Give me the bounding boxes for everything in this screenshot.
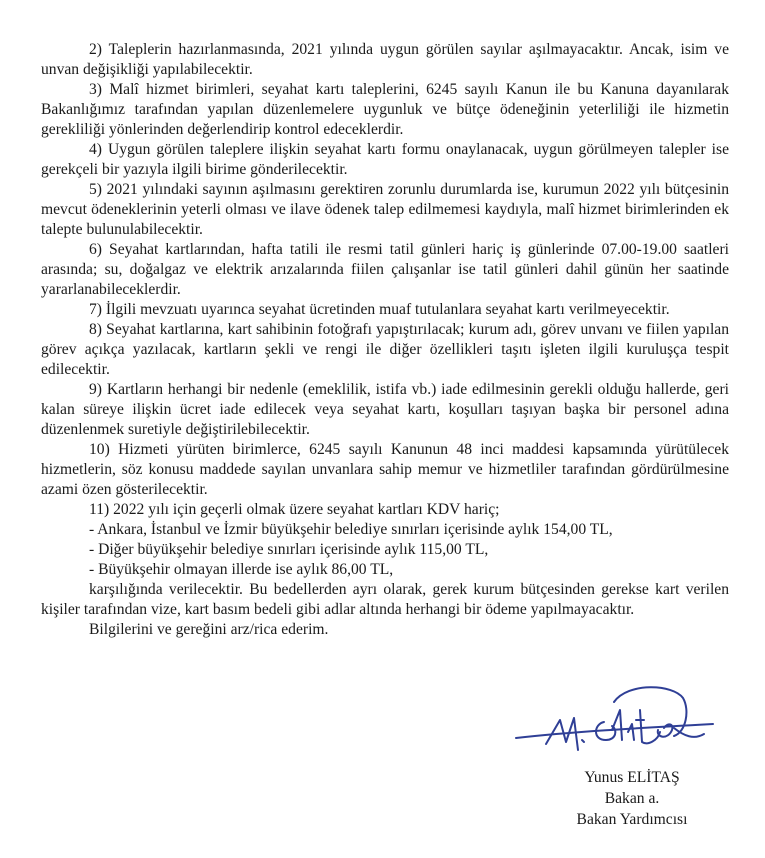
paragraph-6: 6) Seyahat kartlarından, hafta tatili ile resmi tatil günleri hariç iş günlerinde 07.00-19.00 saatleri arasında; su, doğalgaz ve elektrik arızalarında fiilen çalışanlar ise tatil günleri dahil günün her saatinde yararlanabileceklerdir. [41,241,729,298]
paragraph-2: 2) Taleplerin hazırlanmasında, 2021 yılında uygun görülen sayılar aşılmayacaktır. Ancak, isim ve unvan değişikliği yapılabilecektir. [41,41,729,78]
paragraph-3: 3) Malî hizmet birimleri, seyahat kartı taleplerini, 6245 sayılı Kanun ile bu Kanuna dayanılarak Bakanlığımız tarafından yapılan düzenlemelere uygunluk ve bütçe ödeneğinin yeterliliği ile hizmetin gerekliliği yönlerinden değerlendirip kontrol edeceklerdir. [41,81,729,138]
signature-image [508,680,718,758]
fee-list-item: - Büyükşehir olmayan illerde ise aylık 86,00 TL, [89,561,394,578]
paragraph-11-continuation: karşılığında verilecektir. Bu bedellerden ayrı olarak, gerek kurum bütçesinden gerekse kart verilen kişiler tarafından vize, kart basım bedeli gibi adlar altında herhangi bir ödeme yapılmayacaktır. [41,581,729,618]
document-body [41,40,729,640]
handwritten-signature [508,680,718,758]
closing-line: Bilgilerini ve gereğini arz/rica ederim. [89,621,329,638]
fee-list-item: - Ankara, İstanbul ve İzmir büyükşehir belediye sınırları içerisinde aylık 154,00 TL, [89,521,613,538]
paragraph-10: 10) Hizmeti yürüten birimlerce, 6245 sayılı Kanunun 48 inci maddesi kapsamında yürütülecek hizmetlerin, söz konusu maddede sayılan unvanlara sahip memur ve hizmetliler tarafından gördürülmesine azami özen gösterilecektir. [41,441,729,498]
signer-title: Bakan Yardımcısı [576,811,688,828]
paragraph-8: 8) Seyahat kartlarına, kart sahibinin fotoğrafı yapıştırılacak; kurum adı, görev unvanı ve fiilen yapılan görev açıkça yazılacak, kartların şekli ve rengi ile diğer özellikleri taşıtı işleten ilgili kuruluşça tespit edilecektir. [41,321,729,378]
paragraph-4: 4) Uygun görülen taleplere ilişkin seyahat kartı formu onaylanacak, uygun görülmeyen talepler ise gerekçeli bir yazıyla ilgili birime gönderilecektir. [41,141,729,178]
signer-block [532,767,732,830]
paragraph-5: 5) 2021 yılındaki sayının aşılmasını gerektiren zorunlu durumlarda ise, kurumun 2022 yılı bütçesinin mevcut ödeneklerinin yeterli olması ve ilave ödenek talep edilmemesi kaydıyla, malî hizmet birimlerinden ek talepte bulunulabilecektir. [41,181,729,238]
fee-list-item: - Diğer büyükşehir belediye sınırları içerisinde aylık 115,00 TL, [89,541,489,558]
paragraph-11: 11) 2022 yılı için geçerli olmak üzere seyahat kartları KDV hariç; [89,501,500,518]
signer-name: Yunus ELİTAŞ [584,769,680,786]
paragraph-7: 7) İlgili mevzuatı uyarınca seyahat ücretinden muaf tutulanlara seyahat kartı verilmeyecektir. [89,301,670,318]
signer-on-behalf: Bakan a. [604,790,660,807]
paragraph-9: 9) Kartların herhangi bir nedenle (emeklilik, istifa vb.) iade edilmesinin gerekli olduğu hallerde, geri kalan süreye ilişkin ücret iade edilecek veya seyahat kartı, koşulları taşıyan başka bir personel adına düzenlenmek suretiyle değiştirilebilecektir. [41,381,729,438]
